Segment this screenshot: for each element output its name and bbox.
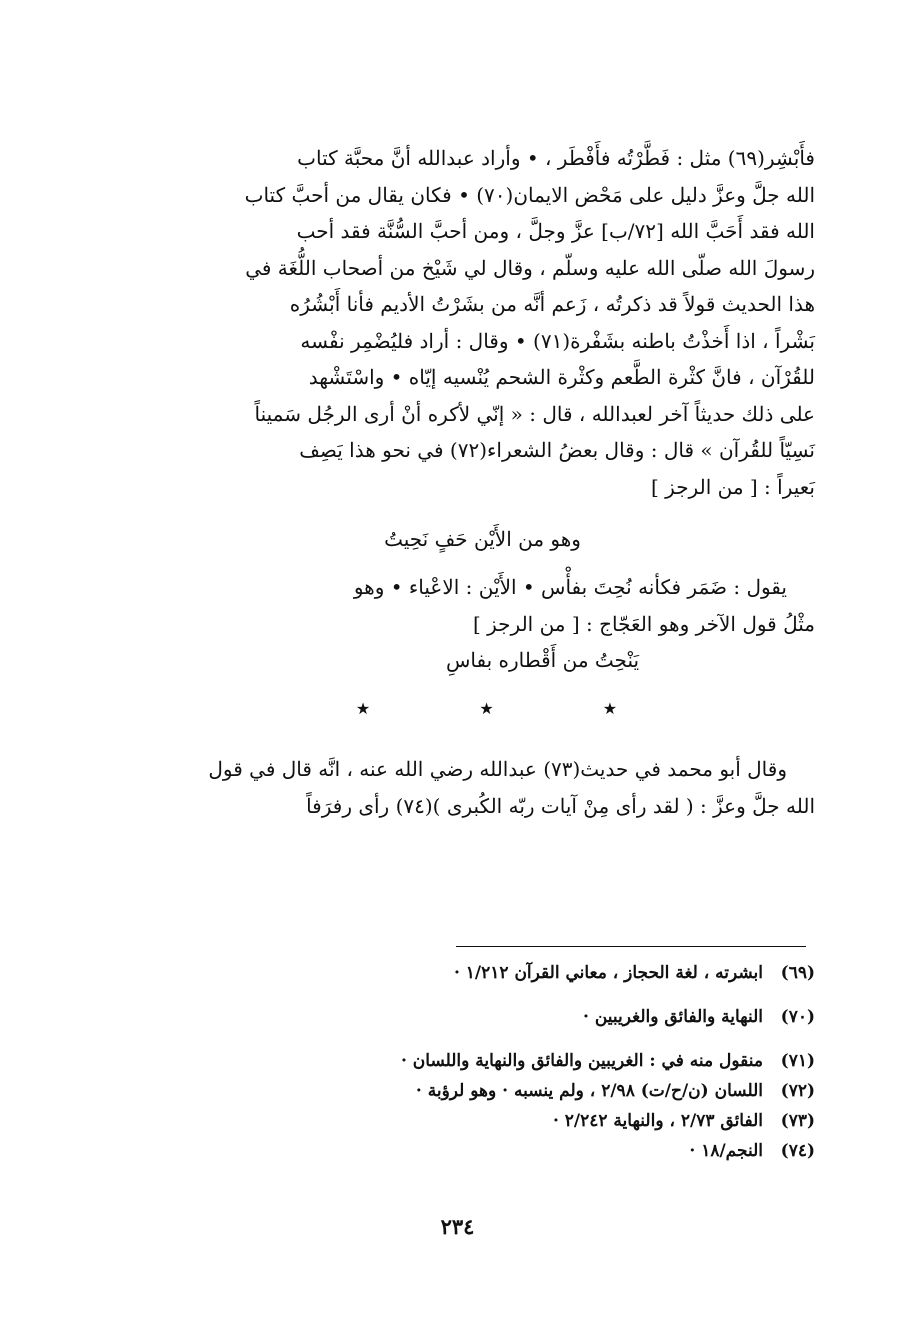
- footnote-text: ابشرته ، لغة الحجاز ، معاني القرآن ١/٢١٢ ·: [453, 963, 763, 983]
- text-line: الله فقد أَحَبَّ الله [٧٢/ب] عزَّ وجلَّ ، ومن أحبَّ السُّنَّة فقد أحب: [296, 219, 815, 243]
- footnote-item: [150, 1106, 815, 1136]
- footnote-item: [150, 1046, 815, 1076]
- footnotes: [150, 958, 815, 1166]
- text-line: رسولَ الله صلّى الله عليه وسلّم ، وقال لي شَيْخ من أصحاب اللُّغَة في: [245, 255, 815, 280]
- text-line: على ذلك حديثاً آخر لعبدالله ، قال : « إنّي لأكره أنْ أرى الرجُل سَميناً: [254, 401, 815, 426]
- footnote-number: (٧٣): [780, 1111, 815, 1131]
- footnote-text: اللسان (ن/ح/ت) ٢/٩٨ ، ولم ينسبه · وهو لرؤبة ·: [415, 1081, 763, 1101]
- main-text: [150, 140, 815, 824]
- footnote-number: (٧٤): [780, 1141, 815, 1161]
- footnote-text: الفائق ٢/٧٣ ، والنهاية ٢/٢٤٢ ·: [552, 1111, 763, 1131]
- footnote-item: [150, 1076, 815, 1106]
- footnote-number: (٧١): [780, 1051, 815, 1071]
- poetry-verse: وهو من الأَيْن حَفٍ نَحِيتُ: [384, 527, 581, 551]
- poetry-verse: يَنْحِتُ من أَقْطاره بفاسِ: [445, 648, 640, 672]
- footnote-item: [150, 1136, 815, 1166]
- text-line: للقُرْآن ، فانَّ كثْرة الطَّعم وكثْرة الشحم يُنْسيه إيّاه • واسْتَشْهد: [308, 365, 815, 389]
- footnote-divider: [456, 946, 806, 947]
- text-line: هذا الحديث قولاً قد ذكرتُه ، زَعم أنَّه من بشَرْتُ الأديم فأنا أَبْشُرُه: [289, 292, 815, 316]
- text-line: الله جلَّ وعزَّ : ( لقد رأى مِنْ آيات ربّه الكُبرى )(٧٤) رأى رفرَفاً: [306, 793, 815, 818]
- footnote-text: منقول منه في : الغريبين والفائق والنهاية واللسان ·: [400, 1051, 763, 1071]
- footnote-number: (٧٢): [780, 1081, 815, 1101]
- text-line: فأَبْشِر(٦٩) مثل : فَطَّرْتُه فأَفْطَر ، • وأراد عبدالله أنَّ محبَّة كتاب: [297, 146, 815, 170]
- footnote-number: (٦٩): [780, 963, 815, 983]
- text-line: وقال أبو محمد في حديث(٧٣) عبدالله رضي الله عنه ، انَّه قال في قول: [208, 757, 787, 781]
- text-line: مثْلُ قول الآخر وهو العَجّاج : [ من الرجز ]: [472, 611, 815, 636]
- text-line: الله جلَّ وعزَّ دليل على مَحْض الايمان(٧٠) • فكان يقال من أحبَّ كتاب: [244, 182, 815, 207]
- text-line: بَشْراً ، اذا أَخذْتُ باطنه بشَفْرة(٧١) • وقال : أراد فليُضْمِر نفْسه: [300, 328, 815, 353]
- footnote-text: النجم/١٨ ·: [689, 1141, 763, 1161]
- section-separator: ★ ★ ★: [355, 698, 670, 718]
- footnote-item: [150, 1002, 815, 1032]
- text-line: نَسِيّاً للقُرآن » قال : وقال بعضُ الشعراء(٧٢) في نحو هذا يَصِف: [299, 438, 815, 462]
- footnote-text: النهاية والفائق والغريبين ·: [583, 1007, 763, 1027]
- text-line: يقول : ضَمَر فكأنه نُحِتَ بفأْس • الأَيْن : الاعْياء • وهو: [353, 575, 787, 599]
- page-number: ٢٣٤: [440, 1214, 475, 1239]
- text-line: بَعيراً : [ من الرجز ]: [651, 474, 815, 499]
- footnote-number: (٧٠): [780, 1007, 815, 1027]
- footnote-item: [150, 958, 815, 988]
